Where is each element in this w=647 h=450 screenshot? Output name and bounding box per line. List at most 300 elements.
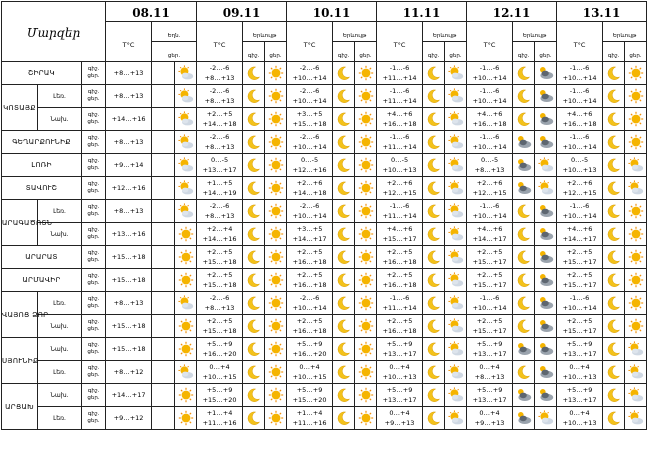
temperature-cell bbox=[557, 62, 603, 85]
night-weather-cell bbox=[243, 292, 265, 315]
day-temp: +15…+18 bbox=[111, 276, 146, 284]
day-weather-cell bbox=[265, 108, 287, 131]
night-temp: +2…+6 bbox=[386, 179, 413, 187]
day-weather-cell bbox=[445, 177, 467, 200]
moon-icon bbox=[606, 386, 622, 404]
day-weather-cell bbox=[625, 338, 647, 361]
day-weather-cell bbox=[355, 177, 377, 200]
weather-label: Երևույթ bbox=[252, 33, 277, 39]
day-temp: +13…+17 bbox=[562, 350, 597, 358]
sun-icon bbox=[178, 386, 194, 404]
day-weather-cell bbox=[175, 338, 197, 361]
moon-icon bbox=[336, 248, 352, 266]
night-weather-cell bbox=[423, 246, 445, 269]
weather-label: Երևույթ bbox=[612, 33, 637, 39]
table-title bbox=[2, 2, 106, 62]
day-weather-cell bbox=[445, 361, 467, 384]
partly-sunny-icon bbox=[178, 133, 194, 151]
day-temp: +14…+18 bbox=[292, 189, 327, 197]
night-temp: +2…+5 bbox=[566, 317, 593, 325]
night-header bbox=[513, 42, 535, 62]
night-abbr: գիշ. bbox=[87, 134, 100, 141]
temperature-cell bbox=[467, 154, 513, 177]
day-weather-cell bbox=[355, 361, 377, 384]
night-temp: +4…+6 bbox=[566, 110, 593, 118]
night-temp: +2…+5 bbox=[206, 110, 233, 118]
sun-icon bbox=[178, 409, 194, 427]
day-weather-cell bbox=[175, 108, 197, 131]
day-header bbox=[152, 42, 197, 62]
night-temp: +3…+5 bbox=[296, 225, 323, 233]
night-temp: 0…+4 bbox=[569, 363, 590, 371]
day-temp: +11…+14 bbox=[382, 74, 417, 82]
day-weather-cell bbox=[265, 154, 287, 177]
night-weather-cell bbox=[333, 269, 355, 292]
temperature-cell bbox=[377, 292, 423, 315]
moon-icon bbox=[606, 271, 622, 289]
day-temp: +12…+16 bbox=[292, 166, 327, 174]
day-temp: +15…+18 bbox=[111, 322, 146, 330]
sun-icon bbox=[358, 179, 374, 197]
temperature-cell bbox=[377, 85, 423, 108]
day-abbr: ցեր. bbox=[87, 418, 100, 424]
regions-heading: Մարզեր bbox=[26, 26, 81, 40]
day-weather-cell bbox=[355, 338, 377, 361]
night-temp: 0…-5 bbox=[390, 156, 409, 164]
subregion-label: Նախ. bbox=[38, 338, 82, 361]
day-temp: +16…+20 bbox=[202, 350, 237, 358]
cloud-icon bbox=[538, 87, 554, 105]
cloud-icon bbox=[538, 386, 554, 404]
day-weather-cell bbox=[625, 315, 647, 338]
day-weather-cell bbox=[265, 338, 287, 361]
temperature-cell bbox=[467, 246, 513, 269]
night-weather-cell bbox=[333, 384, 355, 407]
table-row bbox=[2, 131, 647, 154]
weather-label: Երևույթ bbox=[522, 33, 547, 39]
temperature-cell bbox=[197, 384, 243, 407]
night-temp: -1…-6 bbox=[569, 64, 590, 72]
daynight-cell bbox=[82, 384, 106, 407]
night-weather-cell bbox=[333, 108, 355, 131]
night-weather-cell bbox=[423, 269, 445, 292]
night-temp: -1…-6 bbox=[389, 64, 410, 72]
night-temp: -1…-6 bbox=[479, 133, 500, 141]
night-temp: -2…-6 bbox=[209, 133, 230, 141]
night-temp: -1…-6 bbox=[389, 202, 410, 210]
temperature-cell bbox=[287, 292, 333, 315]
moon-icon bbox=[426, 340, 442, 358]
temperature-cell bbox=[287, 407, 333, 430]
moon-icon bbox=[426, 110, 442, 128]
night-temp: -1…-6 bbox=[569, 294, 590, 302]
night-weather-cell bbox=[603, 384, 625, 407]
day-temp: +13…+17 bbox=[382, 396, 417, 404]
day-weather-cell bbox=[535, 62, 557, 85]
header-row-dates bbox=[2, 2, 647, 22]
partly-sunny-icon bbox=[448, 340, 464, 358]
day-temp: +14…+17 bbox=[562, 235, 597, 243]
night-temp: +1…+4 bbox=[296, 409, 323, 417]
day-temp: +12…+15 bbox=[562, 189, 597, 197]
partly-sunny-icon bbox=[448, 409, 464, 427]
night-temp: -1…-6 bbox=[569, 202, 590, 210]
day-weather-cell bbox=[175, 361, 197, 384]
night-abbr: գիշ. bbox=[87, 387, 100, 394]
day-weather-cell bbox=[625, 246, 647, 269]
day-temp: +10…+14 bbox=[292, 304, 327, 312]
night-weather-cell bbox=[423, 177, 445, 200]
daynight-cell bbox=[82, 62, 106, 85]
night-weather-cell bbox=[603, 200, 625, 223]
day-weather-cell bbox=[265, 246, 287, 269]
day-temp: +15…+18 bbox=[202, 327, 237, 335]
day-weather-cell bbox=[355, 384, 377, 407]
night-weather-cell bbox=[333, 62, 355, 85]
day-temp: +10…+14 bbox=[292, 97, 327, 105]
day-weather-cell bbox=[445, 246, 467, 269]
sun-icon bbox=[358, 225, 374, 243]
temperature-cell bbox=[557, 177, 603, 200]
night-weather-cell bbox=[243, 177, 265, 200]
night-label: գիշ. bbox=[337, 53, 350, 59]
night-temp: +5…+9 bbox=[206, 340, 233, 348]
moon-icon bbox=[246, 294, 262, 312]
sun-icon bbox=[358, 340, 374, 358]
moon-icon bbox=[336, 386, 352, 404]
day-weather-cell bbox=[535, 108, 557, 131]
day-abbr: ցեր. bbox=[87, 188, 100, 194]
night-weather-cell bbox=[243, 62, 265, 85]
temperature-cell bbox=[106, 200, 152, 223]
daynight-cell bbox=[82, 154, 106, 177]
moon-icon bbox=[426, 179, 442, 197]
day-temp: +15…+18 bbox=[202, 281, 237, 289]
moon-icon bbox=[606, 340, 622, 358]
day-weather-cell bbox=[355, 85, 377, 108]
temperature-cell bbox=[377, 246, 423, 269]
temperature-cell bbox=[106, 62, 152, 85]
temp-header bbox=[287, 22, 333, 62]
day-temp: +10…+14 bbox=[562, 143, 597, 151]
night-weather-cell bbox=[423, 384, 445, 407]
night-weather-cell bbox=[603, 269, 625, 292]
weather-header bbox=[152, 22, 197, 42]
day-abbr: ցեր. bbox=[87, 234, 100, 240]
sun-icon bbox=[268, 317, 284, 335]
temperature-cell bbox=[377, 177, 423, 200]
temperature-cell bbox=[197, 315, 243, 338]
moon-icon bbox=[336, 133, 352, 151]
night-weather-cell bbox=[513, 292, 535, 315]
weather-header bbox=[333, 22, 377, 42]
night-weather-cell bbox=[333, 200, 355, 223]
day-weather-cell bbox=[175, 315, 197, 338]
temperature-cell bbox=[557, 338, 603, 361]
sun-icon bbox=[628, 317, 644, 335]
forecast-table bbox=[1, 1, 647, 430]
day-temp: +10…+14 bbox=[292, 212, 327, 220]
temperature-cell bbox=[377, 223, 423, 246]
night-label: գիշ. bbox=[247, 53, 260, 59]
day-abbr: ցեր. bbox=[87, 119, 100, 125]
subregion-label: Նախ. bbox=[38, 384, 82, 407]
night-weather-cell bbox=[603, 361, 625, 384]
sun-icon bbox=[628, 64, 644, 82]
partly-sunny-icon bbox=[628, 179, 644, 197]
temperature-cell bbox=[557, 108, 603, 131]
day-weather-cell bbox=[355, 62, 377, 85]
night-temp: +2…+5 bbox=[296, 317, 323, 325]
night-temp: +2…+5 bbox=[206, 271, 233, 279]
date-header bbox=[467, 2, 557, 22]
day-weather-cell bbox=[535, 315, 557, 338]
day-weather-cell bbox=[265, 62, 287, 85]
temp-header bbox=[557, 22, 603, 62]
date-label: 12.11 bbox=[492, 6, 531, 20]
night-weather-cell bbox=[243, 269, 265, 292]
night-abbr: գիշ. bbox=[87, 157, 100, 164]
night-weather-cell bbox=[243, 154, 265, 177]
day-weather-cell bbox=[625, 361, 647, 384]
day-temp: +15…+17 bbox=[562, 258, 597, 266]
night-header bbox=[333, 42, 355, 62]
sun-icon bbox=[358, 64, 374, 82]
sun-icon bbox=[268, 409, 284, 427]
night-weather-cell bbox=[152, 131, 175, 154]
day-weather-cell bbox=[175, 62, 197, 85]
region-name: ՇԻՐԱԿ bbox=[2, 62, 82, 85]
day-weather-cell bbox=[265, 384, 287, 407]
day-weather-cell bbox=[355, 223, 377, 246]
subregion-label: Նախ. bbox=[38, 315, 82, 338]
moon-icon bbox=[606, 64, 622, 82]
night-weather-cell bbox=[513, 269, 535, 292]
cloud-icon bbox=[538, 202, 554, 220]
night-temp: 0…-5 bbox=[300, 156, 319, 164]
day-abbr: ցեր. bbox=[87, 211, 100, 217]
night-weather-cell bbox=[333, 361, 355, 384]
day-label: ցեր. bbox=[449, 53, 462, 59]
table-row bbox=[2, 154, 647, 177]
day-temp: +15…+17 bbox=[472, 258, 507, 266]
day-weather-cell bbox=[265, 269, 287, 292]
day-weather-cell bbox=[535, 384, 557, 407]
date-header bbox=[197, 2, 287, 22]
subregion-label: Լեռ. bbox=[38, 361, 82, 384]
day-weather-cell bbox=[535, 200, 557, 223]
moon-icon bbox=[336, 156, 352, 174]
day-temp: +15…+17 bbox=[562, 327, 597, 335]
night-weather-cell bbox=[513, 62, 535, 85]
sun-icon bbox=[268, 225, 284, 243]
temp-label: T°C bbox=[573, 41, 586, 49]
day-temp: +8…+13 bbox=[113, 138, 144, 146]
day-weather-cell bbox=[175, 131, 197, 154]
cloud-icon bbox=[538, 248, 554, 266]
night-weather-cell bbox=[152, 338, 175, 361]
temperature-cell bbox=[377, 131, 423, 154]
partly-sunny-icon bbox=[448, 317, 464, 335]
day-temp: +16…+18 bbox=[382, 327, 417, 335]
moon-icon bbox=[246, 363, 262, 381]
day-weather-cell bbox=[355, 108, 377, 131]
night-weather-cell bbox=[513, 223, 535, 246]
night-weather-cell bbox=[513, 200, 535, 223]
day-abbr: ցեր. bbox=[87, 372, 100, 378]
partly-sunny-icon bbox=[178, 110, 194, 128]
night-temp: +2…+5 bbox=[476, 317, 503, 325]
day-temp: +8…+13 bbox=[204, 97, 235, 105]
day-weather-cell bbox=[355, 200, 377, 223]
moon-icon bbox=[246, 110, 262, 128]
temperature-cell bbox=[467, 384, 513, 407]
daynight-cell bbox=[82, 223, 106, 246]
night-temp: +2…+5 bbox=[476, 271, 503, 279]
sun-icon bbox=[358, 202, 374, 220]
night-weather-cell bbox=[152, 223, 175, 246]
temperature-cell bbox=[377, 269, 423, 292]
temperature-cell bbox=[557, 200, 603, 223]
sun-icon bbox=[268, 179, 284, 197]
moon-icon bbox=[246, 202, 262, 220]
temperature-cell bbox=[106, 292, 152, 315]
night-temp: -2…-6 bbox=[209, 294, 230, 302]
moon-icon bbox=[606, 110, 622, 128]
cloud-icon bbox=[516, 340, 532, 358]
day-temp: +11…+14 bbox=[382, 97, 417, 105]
day-weather-cell bbox=[535, 154, 557, 177]
day-temp: +11…+14 bbox=[382, 143, 417, 151]
day-temp: +10…+15 bbox=[292, 373, 327, 381]
day-weather-cell bbox=[625, 200, 647, 223]
partly-sunny-icon bbox=[628, 363, 644, 381]
day-weather-cell bbox=[175, 200, 197, 223]
daynight-cell bbox=[82, 269, 106, 292]
date-label: 08.11 bbox=[132, 6, 170, 20]
night-temp: -2…-6 bbox=[299, 87, 320, 95]
sun-icon bbox=[358, 386, 374, 404]
night-weather-cell bbox=[423, 361, 445, 384]
day-abbr: ցեր. bbox=[87, 395, 100, 401]
temperature-cell bbox=[467, 407, 513, 430]
day-temp: +15…+17 bbox=[562, 281, 597, 289]
night-weather-cell bbox=[423, 131, 445, 154]
night-temp: 0…-5 bbox=[210, 156, 229, 164]
region-name: ՍՅՈՒՆԻՔ bbox=[2, 338, 38, 384]
partly-sunny-icon bbox=[448, 87, 464, 105]
moon-icon bbox=[426, 202, 442, 220]
night-temp: -2…-6 bbox=[209, 87, 230, 95]
day-temp: +12…+15 bbox=[382, 189, 417, 197]
moon-icon bbox=[246, 64, 262, 82]
daynight-cell bbox=[82, 361, 106, 384]
temperature-cell bbox=[467, 108, 513, 131]
temperature-cell bbox=[106, 361, 152, 384]
day-weather-cell bbox=[625, 223, 647, 246]
night-temp: 0…+4 bbox=[479, 409, 500, 417]
temperature-cell bbox=[197, 338, 243, 361]
daynight-cell bbox=[82, 338, 106, 361]
night-temp: +2…+5 bbox=[386, 317, 413, 325]
day-weather-cell bbox=[265, 292, 287, 315]
partly-sunny-icon bbox=[178, 87, 194, 105]
moon-icon bbox=[426, 317, 442, 335]
table-row bbox=[2, 223, 647, 246]
daynight-cell bbox=[82, 407, 106, 430]
temperature-cell bbox=[106, 85, 152, 108]
sun-icon bbox=[628, 248, 644, 266]
day-temp: +13…+16 bbox=[111, 230, 146, 238]
day-temp: +10…+14 bbox=[292, 74, 327, 82]
region-name: ԱՐՄԱՎԻՐ bbox=[2, 269, 82, 292]
sun-icon bbox=[358, 363, 374, 381]
day-weather-cell bbox=[445, 223, 467, 246]
date-label: 09.11 bbox=[222, 6, 261, 20]
night-weather-cell bbox=[243, 131, 265, 154]
day-label: ցեր. bbox=[359, 53, 372, 59]
day-weather-cell bbox=[265, 223, 287, 246]
night-weather-cell bbox=[333, 315, 355, 338]
night-weather-cell bbox=[513, 154, 535, 177]
subregion-label: Լեռ. bbox=[38, 407, 82, 430]
region-name: ՏԱՎՈՒՇ bbox=[2, 177, 82, 200]
moon-icon bbox=[336, 110, 352, 128]
night-abbr: գիշ. bbox=[87, 272, 100, 279]
night-weather-cell bbox=[333, 338, 355, 361]
day-temp: +10…+14 bbox=[472, 212, 507, 220]
cloud-icon bbox=[516, 409, 532, 427]
night-abbr: գիշ. bbox=[87, 364, 100, 371]
moon-icon bbox=[606, 87, 622, 105]
day-temp: +15…+18 bbox=[111, 345, 146, 353]
moon-icon bbox=[336, 340, 352, 358]
night-abbr: գիշ. bbox=[87, 295, 100, 302]
temperature-cell bbox=[197, 85, 243, 108]
moon-icon bbox=[336, 409, 352, 427]
day-weather-cell bbox=[355, 269, 377, 292]
day-temp: +10…+13 bbox=[562, 373, 597, 381]
night-weather-cell bbox=[423, 85, 445, 108]
moon-icon bbox=[606, 294, 622, 312]
date-header bbox=[557, 2, 647, 22]
daynight-cell bbox=[82, 246, 106, 269]
day-temp: +15…+18 bbox=[202, 258, 237, 266]
day-temp: +13…+17 bbox=[202, 166, 237, 174]
cloud-icon bbox=[538, 225, 554, 243]
night-weather-cell bbox=[333, 407, 355, 430]
moon-icon bbox=[336, 271, 352, 289]
daynight-cell bbox=[82, 85, 106, 108]
day-weather-cell bbox=[355, 407, 377, 430]
night-weather-cell bbox=[423, 154, 445, 177]
night-header bbox=[603, 42, 625, 62]
temperature-cell bbox=[197, 108, 243, 131]
temperature-cell bbox=[287, 315, 333, 338]
day-weather-cell bbox=[175, 269, 197, 292]
day-header bbox=[535, 42, 557, 62]
moon-icon bbox=[246, 248, 262, 266]
night-temp: -1…-6 bbox=[389, 133, 410, 141]
night-weather-cell bbox=[423, 407, 445, 430]
sun-icon bbox=[178, 317, 194, 335]
sun-icon bbox=[628, 110, 644, 128]
weather-label: Երևույթ bbox=[432, 33, 457, 39]
cloud-icon bbox=[538, 363, 554, 381]
moon-icon bbox=[606, 225, 622, 243]
temperature-cell bbox=[467, 338, 513, 361]
region-name: ԿՈՏԱՅՔ bbox=[2, 85, 38, 131]
